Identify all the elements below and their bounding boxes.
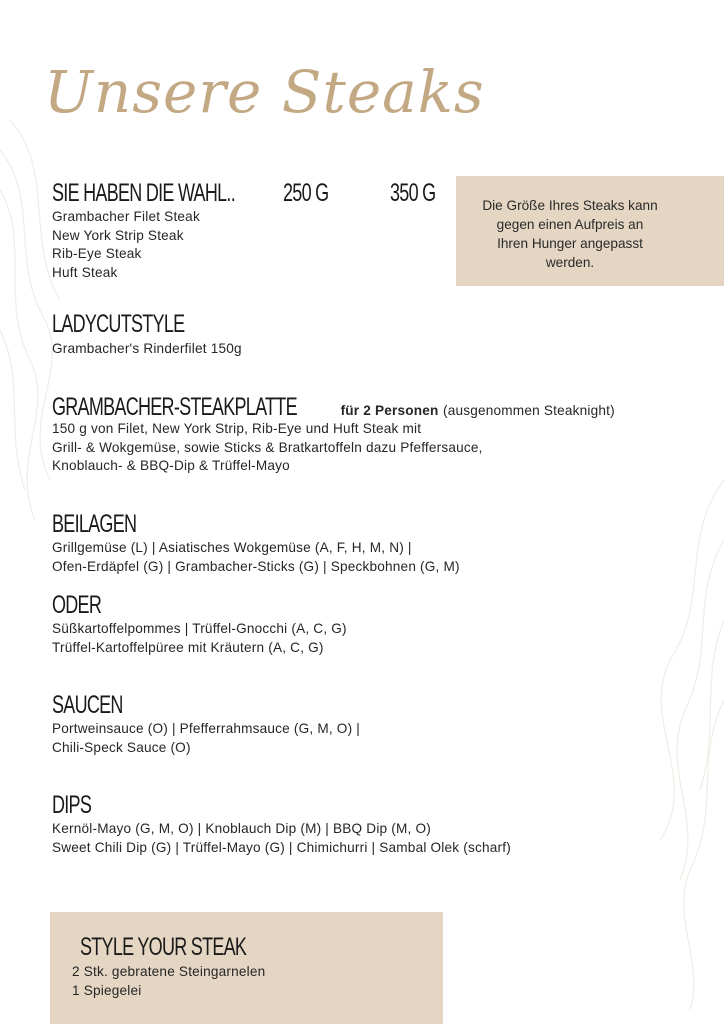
steaks-heading	[52, 180, 306, 206]
info-line: gegen einen Aufpreis an	[496, 217, 644, 232]
oder-heading-text: ODER	[52, 591, 102, 619]
steaks-heading-text: SIE HABEN DIE WAHL..	[52, 179, 235, 207]
style-line: 1 Spiegelei	[72, 982, 142, 998]
beilagen-line: Grillgemüse (L) | Asiatisches Wokgemüse (A, F, H, M, N) |	[52, 540, 412, 555]
steak-item: Rib-Eye Steak	[52, 246, 142, 261]
style-line: 2 Stk. gebratene Steingarnelen	[72, 964, 266, 979]
platte-line: 150 g von Filet, New York Strip, Rib-Eye und Huft Steak mit	[52, 421, 422, 436]
platte-line: Knoblauch- & BBQ-Dip & Trüffel-Mayo	[52, 458, 290, 473]
steak-item: Grambacher Filet Steak	[52, 209, 200, 224]
size-350	[390, 180, 453, 206]
style-heading-text: STYLE YOUR STEAK	[80, 933, 247, 961]
dips-line: Kernöl-Mayo (G, M, O) | Knoblauch Dip (M) | BBQ Dip (M, O)	[52, 821, 431, 836]
dips-list	[52, 820, 511, 857]
dips-heading	[52, 792, 106, 818]
size-250	[283, 180, 346, 206]
steak-item: New York Strip Steak	[52, 227, 184, 243]
beilagen-heading-text: BEILAGEN	[52, 510, 137, 538]
style-heading	[80, 934, 311, 960]
beilagen-line: Ofen-Erdäpfel (G) | Grambacher-Sticks (G) | Speckbohnen (G, M)	[52, 558, 460, 574]
size-250-text: 250 G	[283, 179, 329, 207]
info-line: Ihren Hunger angepasst	[497, 236, 643, 251]
info-line: Die Größe Ihres Steaks kann	[482, 198, 658, 213]
platte-persons: für 2 Personen	[340, 403, 439, 418]
size-info-box	[456, 176, 724, 286]
saucen-heading	[52, 692, 150, 718]
saucen-list	[52, 720, 360, 757]
oder-heading	[52, 592, 120, 618]
dips-line: Sweet Chili Dip (G) | Trüffel-Mayo (G) | Chimichurri | Sambal Olek (scharf)	[52, 839, 511, 855]
oder-line: Süßkartoffelpommes | Trüffel-Gnocchi (A, C, G)	[52, 621, 347, 636]
ladycut-heading	[52, 311, 236, 337]
saucen-line: Chili-Speck Sauce (O)	[52, 739, 191, 755]
saucen-line: Portweinsauce (O) | Pfefferrahmsauce (G, M, O) |	[52, 721, 361, 736]
platte-line: Grill- & Wokgemüse, sowie Sticks & Bratkartoffeln dazu Pfeffersauce,	[52, 439, 483, 455]
saucen-heading-text: SAUCEN	[52, 691, 123, 719]
platte-description	[52, 420, 483, 476]
ladycut-text: Grambacher's Rinderfilet 150g	[52, 341, 242, 356]
platte-note: (ausgenommen Steaknight)	[443, 403, 615, 418]
steak-list	[52, 208, 200, 282]
page-title: Unsere Steaks	[44, 58, 485, 126]
info-line: werden.	[545, 255, 595, 270]
oder-line: Trüffel-Kartoffelpüree mit Kräutern (A, C, G)	[52, 639, 324, 655]
size-350-text: 350 G	[390, 179, 436, 207]
ladycut-heading-text: LADYCUTSTYLE	[52, 310, 185, 338]
steak-item: Huft Steak	[52, 264, 118, 280]
beilagen-heading	[52, 511, 169, 537]
style-list	[72, 963, 265, 1000]
oder-list	[52, 620, 347, 657]
style-your-steak-box	[50, 912, 443, 1024]
beilagen-list	[52, 539, 460, 576]
platte-heading-row	[52, 394, 615, 421]
dips-heading-text: DIPS	[52, 791, 92, 819]
platte-heading-text: GRAMBACHER-STEAKPLATTE	[52, 393, 297, 421]
